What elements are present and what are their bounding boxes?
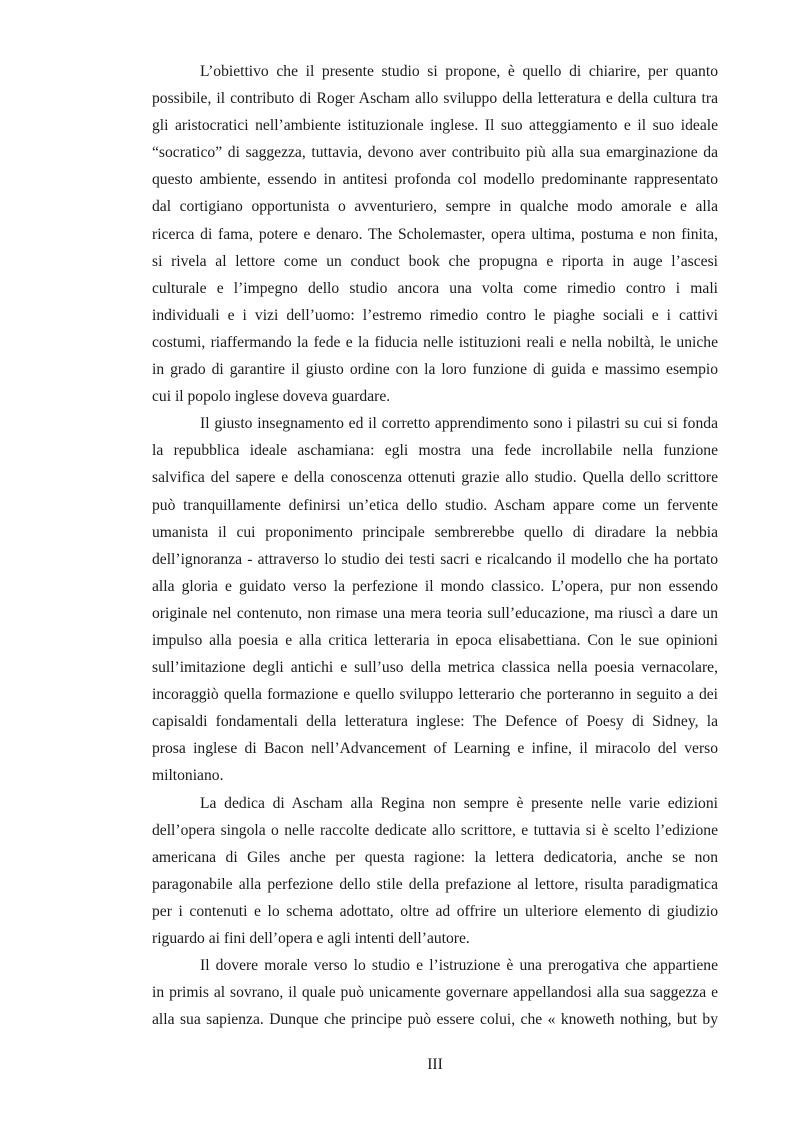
page-number: III	[427, 1056, 443, 1073]
text-line: Il dovere morale verso lo studio e l’istruzione è una prerogativa che appartiene	[200, 957, 718, 975]
text-line: prosa inglese di Bacon nell’Advancement of Learning e infine, il miracolo del verso	[152, 740, 718, 758]
text-line: La dedica di Ascham alla Regina non sempre è presente nelle varie edizioni	[200, 794, 718, 812]
text-line: può tranquillamente definirsi un’etica dello studio. Ascham appare come un fervente	[152, 496, 718, 514]
text-line: la repubblica ideale aschamiana: egli mostra una fede incrollabile nella funzione	[152, 442, 718, 460]
text-line: originale nel contenuto, non rimase una mera teoria sull’educazione, ma riuscì a dare un	[152, 604, 718, 622]
text-line: L’obiettivo che il presente studio si propone, è quello di chiarire, per quanto	[200, 63, 718, 80]
paragraph	[152, 58, 718, 410]
text-line: in primis al sovrano, il quale può unicamente governare appellandosi alla sua saggezza e	[152, 984, 718, 1002]
text-line: gli aristocratici nell’ambiente istituzionale inglese. Il suo atteggiamento e il suo ideale	[152, 117, 718, 135]
text-line: individuali e i vizi dell’uomo: l’estremo rimedio contro le piaghe sociali e i cattivi	[152, 306, 718, 324]
text-line: sull’imitazione degli antichi e sull’uso della metrica classica nella poesia vernacolare,	[152, 659, 718, 677]
paragraph	[152, 790, 718, 953]
text-line: cui il popolo inglese doveva guardare.	[152, 388, 391, 406]
text-line: alla gloria e guidato verso la perfezione il mondo classico. L’opera, pur non essendo	[152, 577, 718, 595]
text-line: americana di Giles anche per questa ragione: la lettera dedicatoria, anche se non	[152, 848, 718, 866]
text-line: capisaldi fondamentali della letteratura inglese: The Defence of Poesy di Sidney, la	[152, 713, 718, 731]
paragraph	[152, 952, 718, 1033]
text-line: si rivela al lettore come un conduct book che propugna e riporta in auge l’ascesi	[152, 252, 718, 270]
text-line: dell’ignoranza - attraverso lo studio dei testi sacri e ricalcando il modello che ha portato	[152, 550, 718, 568]
text-line: riguardo ai fini dell’opera e agli intenti dell’autore.	[152, 930, 470, 947]
text-line: dal cortigiano opportunista o avventuriero, sempre in qualche modo amorale e alla	[152, 198, 718, 216]
text-line: dell’opera singola o nelle raccolte dedicate allo scrittore, e tuttavia si è scelto l’edizione	[152, 821, 718, 839]
text-line: costumi, riaffermando la fede e la fiducia nelle istituzioni reali e nella nobiltà, le uniche	[152, 333, 718, 351]
text-line: miltoniano.	[152, 767, 224, 785]
paragraph	[152, 410, 718, 789]
text-line: incoraggiò quella formazione e quello sviluppo letterario che porteranno in seguito a dei	[152, 686, 718, 704]
text-line: possibile, il contributo di Roger Ascham allo sviluppo della letteratura e della cultura tra	[152, 90, 718, 108]
text-line: “socratico” di saggezza, tuttavia, devono aver contribuito più alla sua emarginazione da	[152, 144, 718, 162]
text-line: alla sua sapienza. Dunque che principe può essere colui, che « knoweth nothing, but by	[152, 1011, 718, 1029]
text-line: per i contenuti e lo schema adottato, oltre ad offrire un ulteriore elemento di giudizio	[152, 902, 718, 920]
text-line: ricerca di fama, potere e denaro. The Scholemaster, opera ultima, postuma e non finita,	[152, 225, 718, 243]
text-line: Il giusto insegnamento ed il corretto apprendimento sono i pilastri su cui si fonda	[200, 415, 718, 433]
text-line: questo ambiente, essendo in antitesi profonda col modello predominante rappresentato	[152, 171, 718, 189]
text-line: paragonabile alla perfezione dello stile della prefazione al lettore, risulta paradigmatica	[152, 875, 718, 893]
text-line: salvifica del sapere e della conoscenza ottenuti grazie allo studio. Quella dello scrittore	[152, 469, 718, 487]
text-line: umanista il cui proponimento principale sembrerebbe quello di diradare la nebbia	[152, 523, 718, 541]
text-line: impulso alla poesia e alla critica letteraria in epoca elisabettiana. Con le sue opinioni	[152, 631, 718, 649]
text-line: in grado di garantire il giusto ordine con la loro funzione di guida e massimo esempio	[152, 361, 718, 379]
body-text	[152, 58, 718, 1033]
text-line: culturale e l’impegno dello studio ancora una volta come rimedio contro i mali	[152, 279, 718, 297]
